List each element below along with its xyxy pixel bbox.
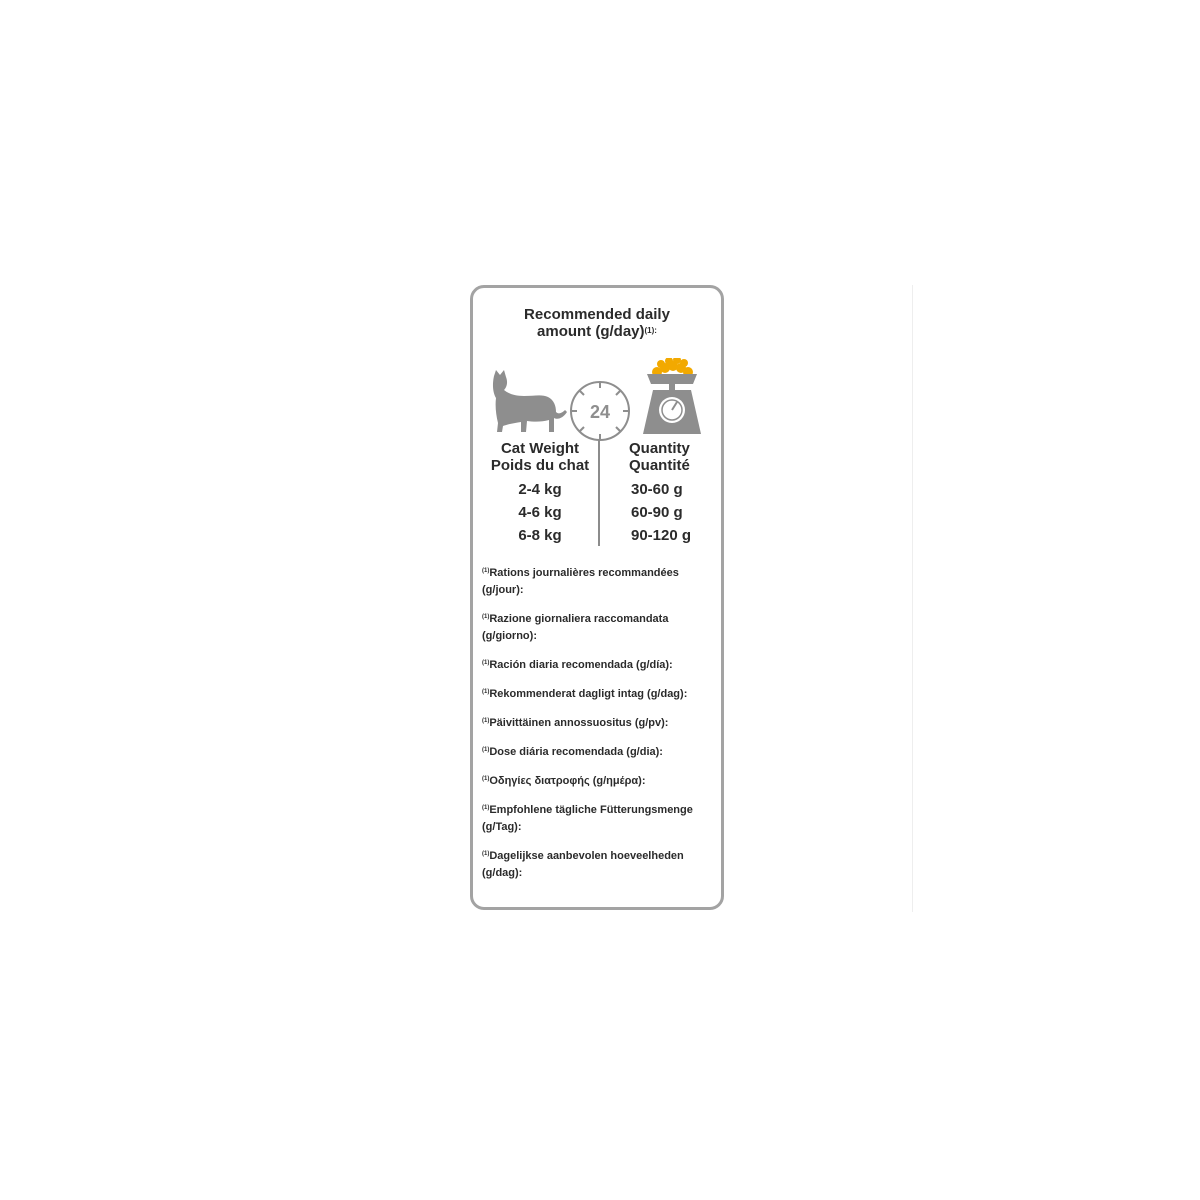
note-text: Razione giornaliera raccomandata (g/giorno): [482,613,669,642]
note-text: Rekommenderat dagligt intag (g/dag): [489,688,688,700]
footnote-marker: (1) [482,689,490,695]
quantity-header [615,440,715,474]
note-text: Päivittäinen annossuositus (g/pv): [489,717,669,729]
footnote-marker: (1) [482,776,490,782]
cat-weight-header-fr: Poids du chat [490,457,590,474]
footnote-marker: (1) [482,660,490,666]
translation-note-fr [482,565,718,599]
translation-note-sv [482,686,718,703]
clock-label: 24 [589,402,611,422]
title-line-2 [473,323,721,340]
card-title [473,306,721,340]
title-line-1: Recommended daily [524,306,670,323]
quantity-column [631,478,721,547]
translation-note-it [482,611,718,645]
translation-note-es [482,657,718,674]
footnote-marker: (1) [482,805,490,811]
title-footnote-marker: (1): [644,326,657,335]
footnote-marker: (1) [482,747,490,753]
24-hour-clock-icon [569,380,631,442]
cat-weight-header [479,440,601,474]
translation-note-nl [482,848,718,882]
note-text: Empfohlene tägliche Fütterungsmenge (g/Tag): [482,804,693,833]
cat-silhouette-icon [482,370,568,434]
note-text: Dose diária recomendada (g/dia): [489,746,663,758]
quantity-cell: 30-60 g [631,481,683,498]
footnote-marker: (1) [482,614,490,620]
icon-row [473,358,721,448]
translations-list [482,565,718,894]
note-text: Οδηγίες διατροφής (g/ημέρα): [489,775,646,787]
weight-cell: 4-6 kg [518,504,562,521]
weight-cell: 6-8 kg [518,527,562,544]
footnote-marker: (1) [482,718,490,724]
translation-note-de [482,802,718,836]
food-scale-icon [639,358,705,436]
quantity-header-en: Quantity [629,440,690,457]
note-text: Rations journalières recommandées (g/jour): [482,567,679,596]
note-text: Ración diaria recomendada (g/día): [489,659,673,671]
feeding-guide-card [470,285,724,910]
footnote-marker: (1) [482,568,490,574]
note-text: Dagelijkse aanbevolen hoeveelheden (g/dag): [482,850,684,879]
cat-weight-header-en: Cat Weight [500,440,580,457]
quantity-header-fr: Quantité [629,457,690,474]
translation-note-pt [482,744,718,761]
title-line-2-text: amount (g/day) [537,323,645,340]
footnote-marker: (1) [482,851,490,857]
translation-note-fi [482,715,718,732]
page-edge-divider [912,285,913,912]
weight-cell: 2-4 kg [518,481,562,498]
quantity-cell: 90-120 g [631,527,692,544]
translation-note-el [482,773,718,790]
quantity-cell: 60-90 g [631,504,683,521]
weight-column [479,478,601,547]
